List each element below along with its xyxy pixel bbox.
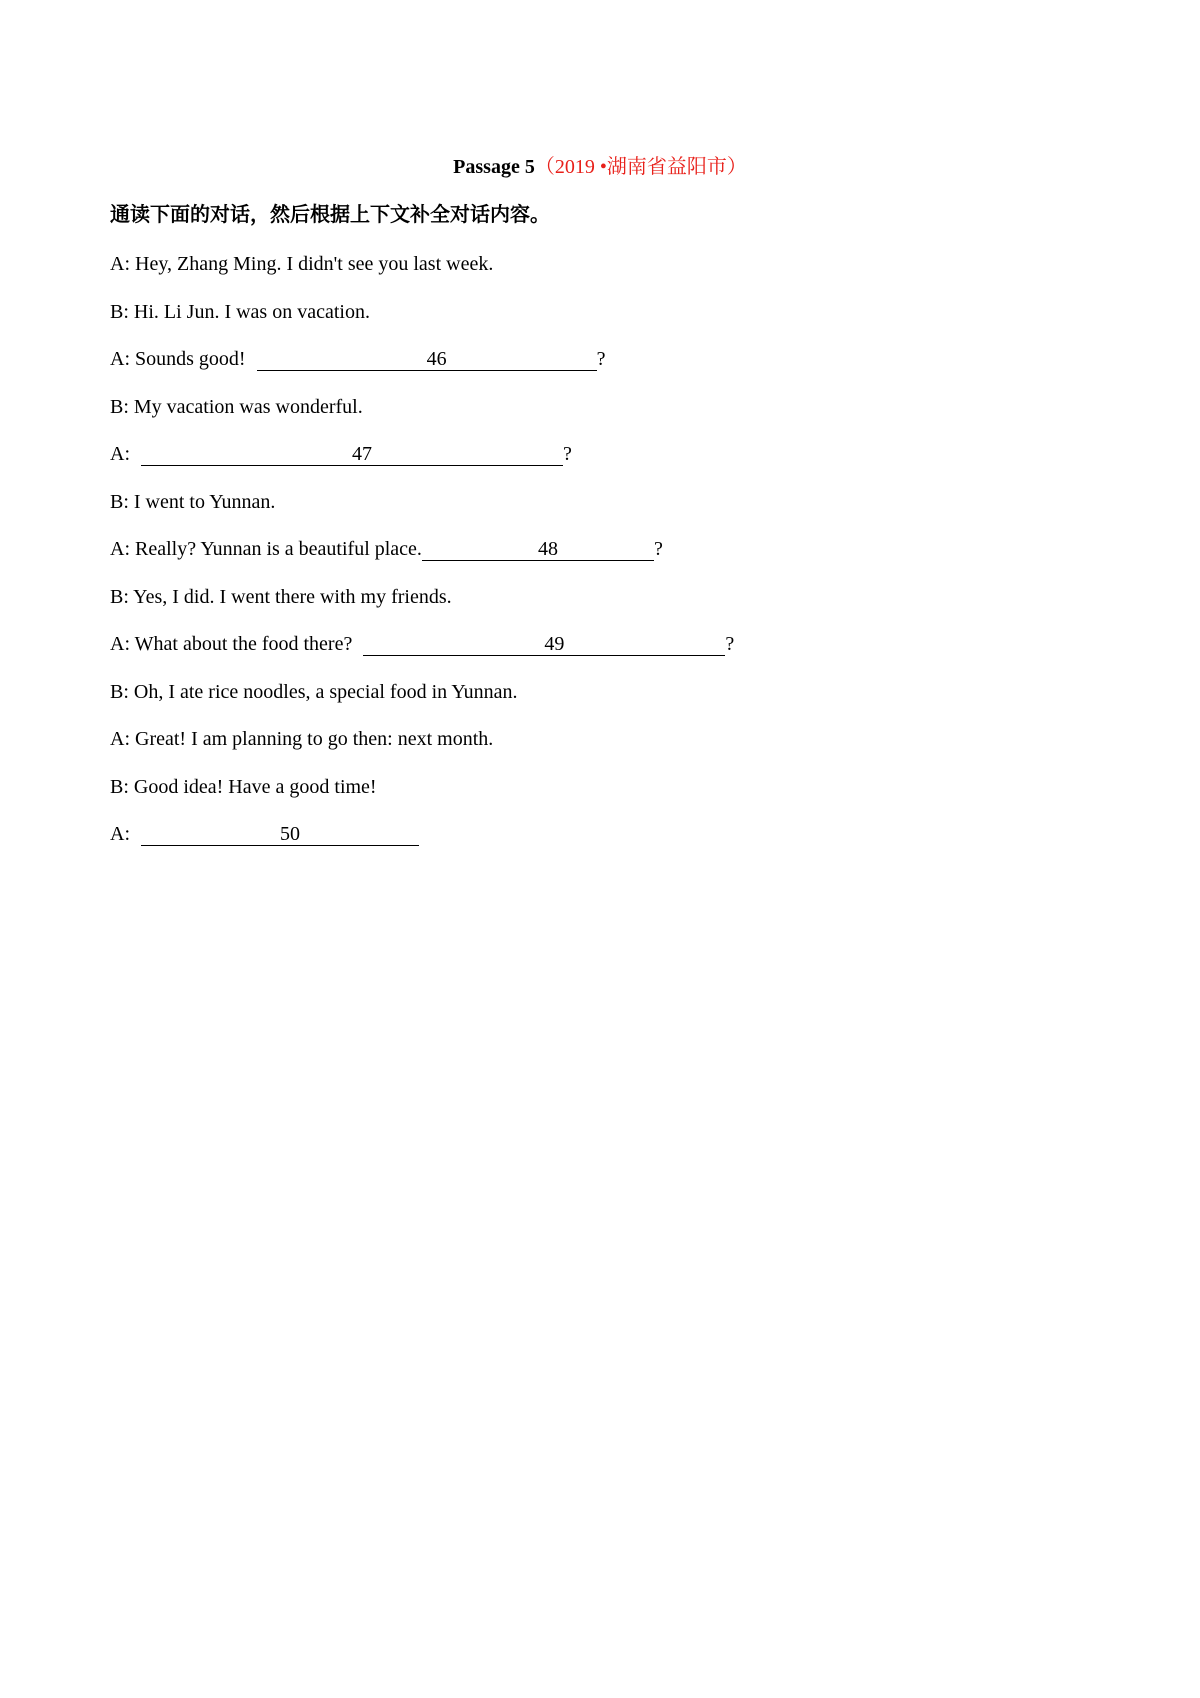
dialogue-text: A: Great! I am planning to go then: next month. [110,728,494,750]
dialogue-line [110,298,1110,346]
dialogue-line [110,488,1110,536]
dialogue-line [110,535,1110,583]
answer-blank-49[interactable] [363,633,725,656]
dialogue-text: B: Oh, I ate rice noodles, a special food in Yunnan. [110,680,518,703]
dialogue-line [110,250,1110,298]
blank-number: 49 [544,633,565,655]
dialogue [110,250,1110,868]
dialogue-text: B: Yes, I did. I went there with my friends. [110,585,452,608]
dialogue-text: B: My vacation was wonderful. [110,395,363,418]
dialogue-line [110,630,1110,678]
dialogue-line [110,820,1110,868]
blank-number: 50 [280,823,300,845]
blank-number: 46 [426,348,447,370]
dialogue-line [110,678,1110,726]
answer-blank-48[interactable] [422,538,654,561]
blank-number: 47 [352,443,372,465]
dialogue-line [110,725,1110,773]
dialogue-line [110,440,1110,488]
dialogue-text: A: [110,823,135,845]
source-close-paren: ） [726,156,747,178]
passage-name: Passage 5 [453,156,535,178]
dialogue-text: A: [110,443,135,465]
dialogue-text: A: Really? Yunnan is a beautiful place. [110,538,422,560]
answer-blank-46[interactable] [257,348,597,371]
dialogue-punctuation: ? [596,348,606,370]
dialogue-text: B: Hi. Li Jun. I was on vacation. [110,300,370,323]
passage-title [0,153,1200,181]
dialogue-line [110,583,1110,631]
source-open-paren: （ [534,156,555,178]
answer-blank-50[interactable] [141,823,419,846]
dialogue-line [110,393,1110,441]
dialogue-text: A: Sounds good! [110,348,251,370]
dialogue-line [110,345,1110,393]
instruction-text: 通读下面的对话，然后根据上下文补全对话内容。 [110,202,550,226]
passage-source: 2019 •湖南省益阳市 [554,156,727,178]
dialogue-text: A: Hey, Zhang Ming. I didn't see you last week. [110,253,494,275]
dialogue-text: B: Good idea! Have a good time! [110,775,377,798]
dialogue-punctuation: ? [725,633,735,655]
dialogue-punctuation: ? [653,538,663,560]
dialogue-line [110,773,1110,821]
blank-number: 48 [537,538,558,560]
answer-blank-47[interactable] [141,443,563,466]
dialogue-text: B: I went to Yunnan. [110,490,276,513]
dialogue-text: A: What about the food there? [110,633,358,655]
dialogue-punctuation: ? [563,443,572,465]
